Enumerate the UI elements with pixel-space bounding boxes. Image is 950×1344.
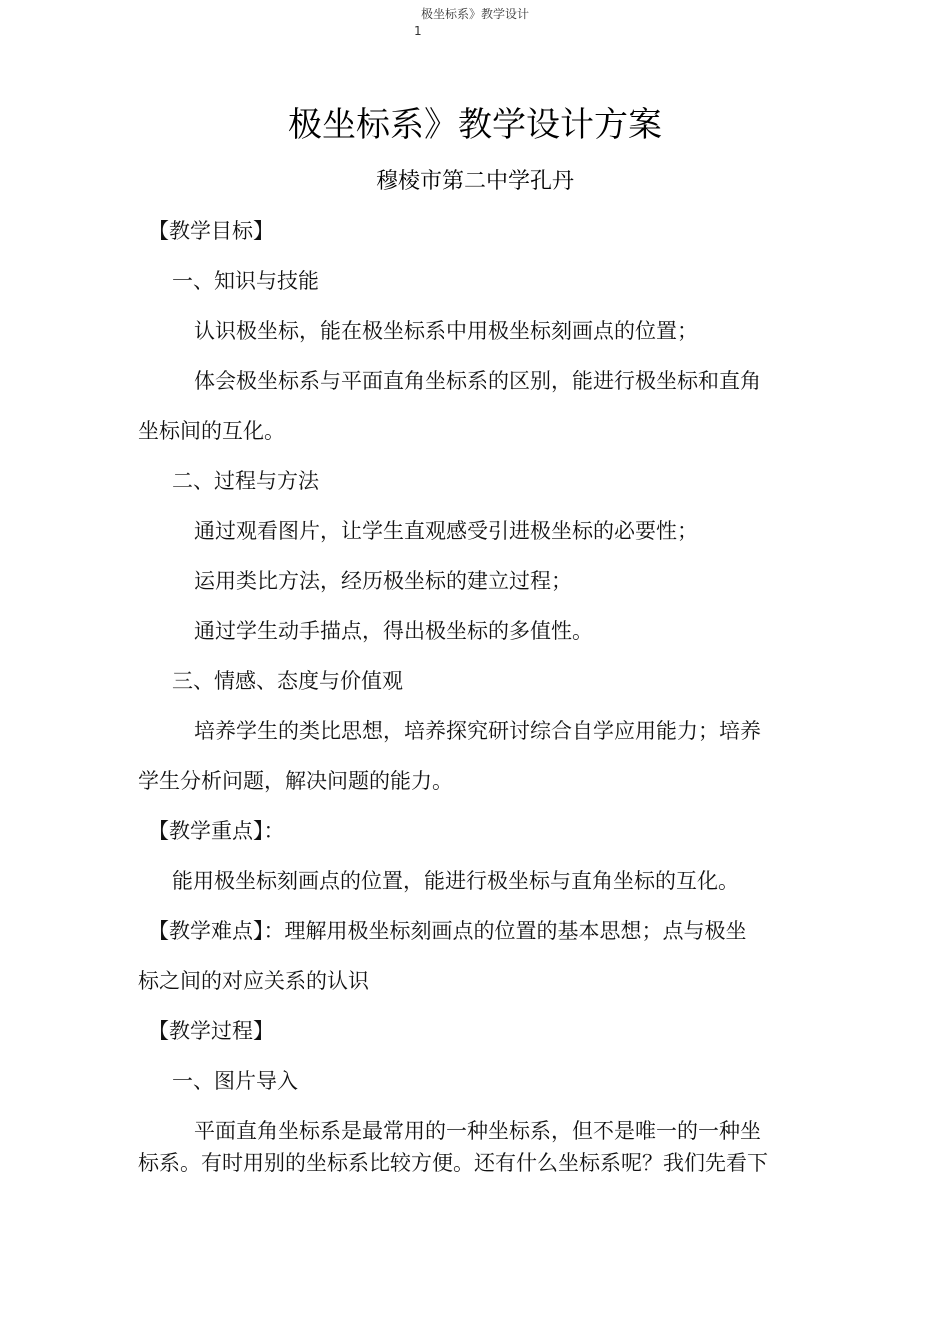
body-line: 通过观看图片，让学生直观感受引进极坐标的必要性； (194, 519, 698, 543)
running-header: 极坐标系》教学设计 (420, 7, 529, 21)
body-line: 通过学生动手描点，得出极坐标的多值性。 (194, 619, 593, 643)
body-line: 运用类比方法，经历极坐标的建立过程； (194, 569, 572, 593)
section-heading-difficulties: 【教学难点】：理解用极坐标刻画点的位置的基本思想；点与极坐 (148, 919, 747, 943)
body-line: 平面直角坐标系是最常用的一种坐标系，但不是唯一的一种坐 (194, 1119, 761, 1143)
body-line: 认识极坐标，能在极坐标系中用极坐标刻画点的位置； (194, 319, 698, 343)
document-title: 极坐标系》教学设计方案 (288, 105, 662, 145)
section-heading-key-points: 【教学重点】： (148, 819, 285, 843)
subsection-heading: 一、知识与技能 (172, 269, 319, 293)
body-line: 坐标间的互化。 (138, 419, 285, 443)
section-heading-process: 【教学过程】 (148, 1019, 274, 1043)
body-line: 标之间的对应关系的认识 (138, 969, 369, 993)
subsection-heading: 一、图片导入 (172, 1069, 298, 1093)
body-line: 培养学生的类比思想，培养探究研讨综合自学应用能力；培养 (194, 719, 761, 743)
body-line: 学生分析问题，解决问题的能力。 (138, 769, 453, 793)
section-heading-objectives: 【教学目标】 (148, 219, 274, 243)
subsection-heading: 三、情感、态度与价值观 (172, 669, 403, 693)
body-line: 标系。有时用别的坐标系比较方便。还有什么坐标系呢？我们先看下 (138, 1151, 768, 1175)
page-number: 1 (414, 24, 422, 38)
document-author: 穆棱市第二中学孔丹 (375, 169, 574, 194)
body-line: 能用极坐标刻画点的位置，能进行极坐标与直角坐标的互化。 (172, 869, 739, 893)
subsection-heading: 二、过程与方法 (172, 469, 319, 493)
body-line: 体会极坐标系与平面直角坐标系的区别，能进行极坐标和直角 (194, 369, 761, 393)
